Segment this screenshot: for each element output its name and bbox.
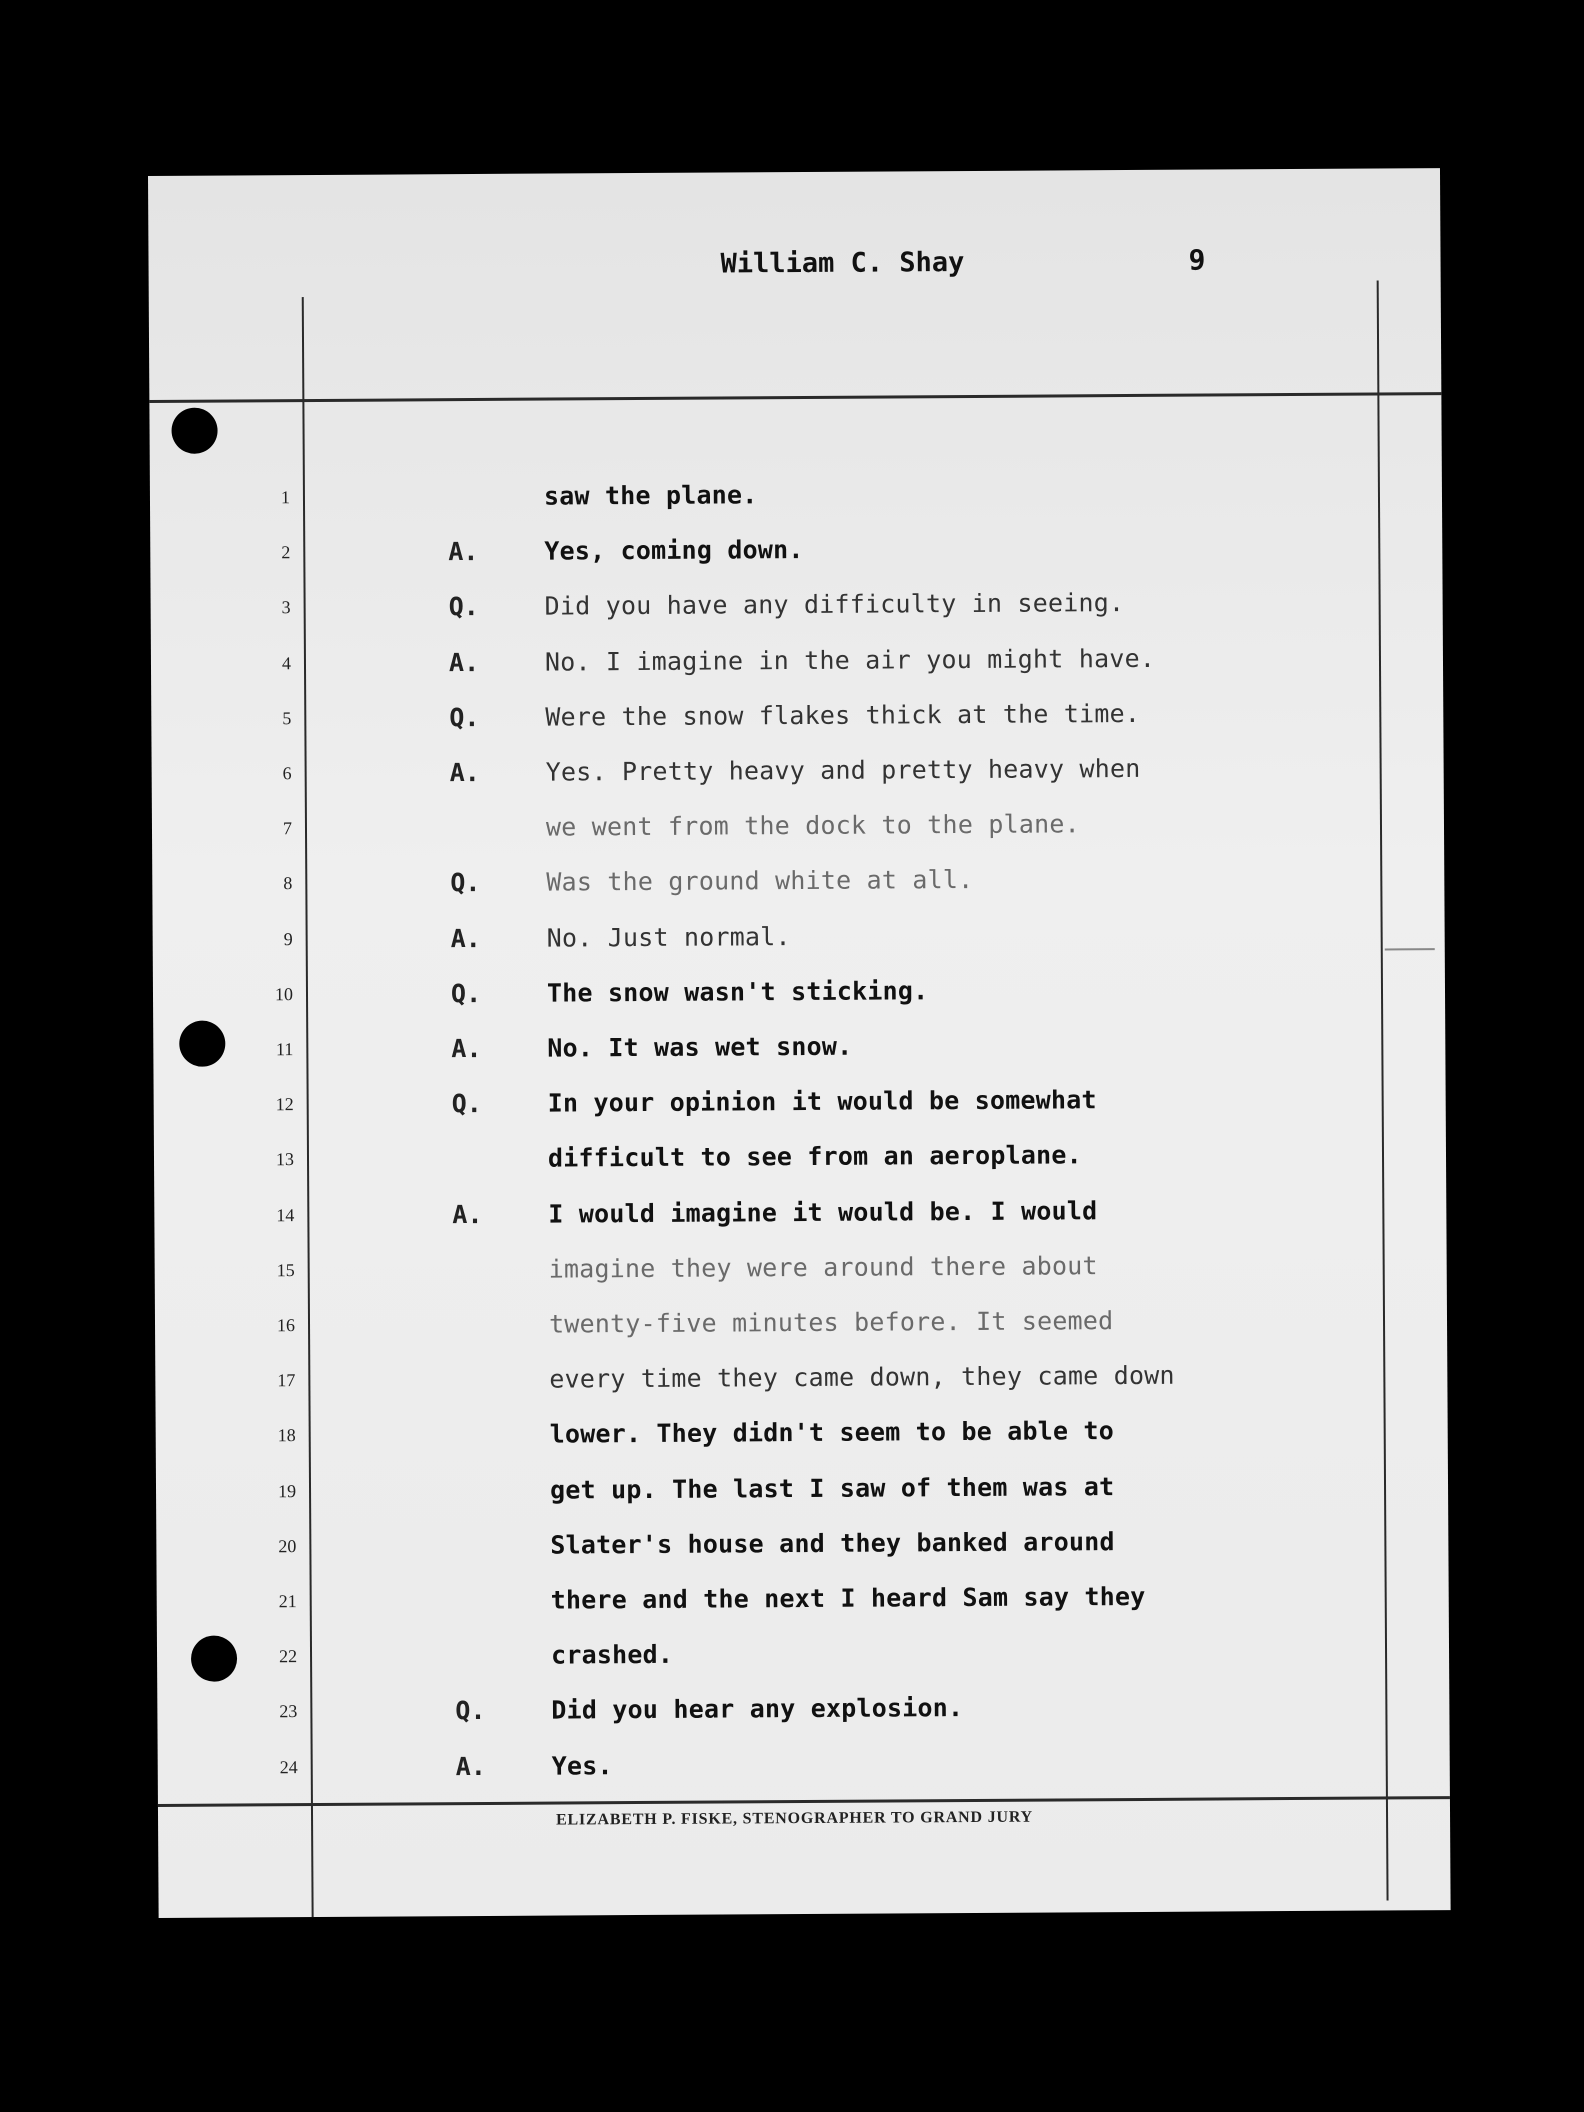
transcript-line-text: No. I imagine in the air you might have. — [544, 643, 1156, 677]
transcript-line-text: No. Just normal. — [546, 922, 791, 953]
speaker-label: Q. — [451, 1088, 482, 1119]
transcript-line-text: Did you have any difficulty in seeing. — [544, 588, 1125, 621]
speaker-label: A. — [452, 1199, 483, 1230]
line-number: 5 — [282, 708, 292, 729]
transcript-line-text: Did you hear any explosion. — [551, 1693, 964, 1725]
page-number: 9 — [1188, 243, 1206, 277]
line-number: 24 — [279, 1757, 298, 1778]
line-number: 6 — [282, 763, 292, 784]
transcript-line-text: Was the ground white at all. — [546, 864, 974, 897]
top-rule — [149, 392, 1441, 403]
speaker-label: Q. — [450, 867, 481, 898]
witness-name: William C. Shay — [720, 247, 965, 280]
transcript-line-text: I would imagine it would be. I would — [548, 1196, 1098, 1229]
speaker-label: Q. — [450, 978, 482, 1009]
line-number: 8 — [283, 873, 293, 894]
speaker-label: A. — [449, 757, 480, 788]
line-number: 11 — [275, 1039, 294, 1060]
transcript-line-text: get up. The last I saw of them was at — [549, 1472, 1115, 1505]
transcript-line-text: Slater's house and they banked around — [550, 1527, 1115, 1560]
punch-hole — [191, 1635, 237, 1681]
line-number: 22 — [278, 1646, 298, 1667]
left-margin-rule — [302, 297, 314, 1917]
transcript-line-text: imagine they were around there about — [548, 1251, 1098, 1284]
speaker-label: A. — [448, 647, 480, 678]
speaker-label: Q. — [449, 702, 480, 733]
line-number: 16 — [276, 1315, 296, 1336]
speaker-label: A. — [451, 1033, 482, 1064]
transcript-line-text: Yes. Pretty heavy and pretty heavy when — [545, 753, 1141, 787]
transcript-line-text: there and the next I heard Sam say they — [550, 1581, 1146, 1615]
line-number: 9 — [283, 929, 293, 950]
transcript-line-text: In your opinion it would be somewhat — [547, 1085, 1097, 1118]
transcript-line-text: saw the plane. — [543, 480, 758, 511]
line-number: 2 — [281, 542, 291, 563]
speaker-label: A. — [450, 923, 481, 954]
punch-hole — [179, 1021, 225, 1067]
line-number: 10 — [274, 984, 294, 1005]
transcript-line-text: lower. They didn't seem to be able to — [549, 1416, 1115, 1449]
transcript-line-text: Yes. — [551, 1751, 613, 1781]
line-number: 20 — [278, 1536, 297, 1557]
transcript-line-text: difficult to see from an aeroplane. — [547, 1140, 1082, 1173]
line-number: 13 — [275, 1149, 295, 1170]
stenographer-footer: ELIZABETH P. FISKE, STENOGRAPHER TO GRAND JURY — [555, 1808, 1034, 1829]
line-number: 17 — [277, 1370, 296, 1391]
right-margin-rule — [1377, 280, 1389, 1900]
line-number: 1 — [280, 487, 291, 508]
transcript-line-text: Yes, coming down. — [544, 535, 804, 566]
speaker-label: Q. — [448, 591, 479, 622]
transcript-line-text: twenty-five minutes before. It seemed — [548, 1306, 1114, 1339]
margin-tick-mark — [1385, 948, 1435, 950]
transcript-line-text: every time they came down, they came down — [549, 1360, 1175, 1394]
line-number: 15 — [276, 1260, 295, 1281]
transcript-line-text: crashed. — [550, 1639, 674, 1670]
line-number: 21 — [278, 1591, 297, 1612]
line-number: 18 — [277, 1425, 296, 1446]
line-number: 19 — [277, 1481, 297, 1502]
punch-hole — [171, 408, 217, 454]
transcript-line-text: we went from the dock to the plane. — [545, 809, 1080, 842]
line-number: 12 — [275, 1094, 294, 1115]
speaker-label: A. — [455, 1751, 486, 1782]
line-number: 4 — [281, 653, 292, 674]
transcript-page — [148, 168, 1451, 1918]
bottom-rule — [158, 1796, 1450, 1807]
line-number: 3 — [281, 597, 291, 618]
transcript-line-text: Were the snow flakes thick at the time. — [545, 698, 1141, 732]
line-number: 7 — [282, 818, 293, 839]
transcript-line-text: The snow wasn't sticking. — [546, 976, 929, 1008]
line-number: 14 — [276, 1205, 295, 1226]
speaker-label: Q. — [455, 1695, 486, 1726]
speaker-label: A. — [448, 536, 479, 567]
transcript-line-text: No. It was wet snow. — [547, 1031, 853, 1063]
line-number: 23 — [279, 1701, 298, 1722]
